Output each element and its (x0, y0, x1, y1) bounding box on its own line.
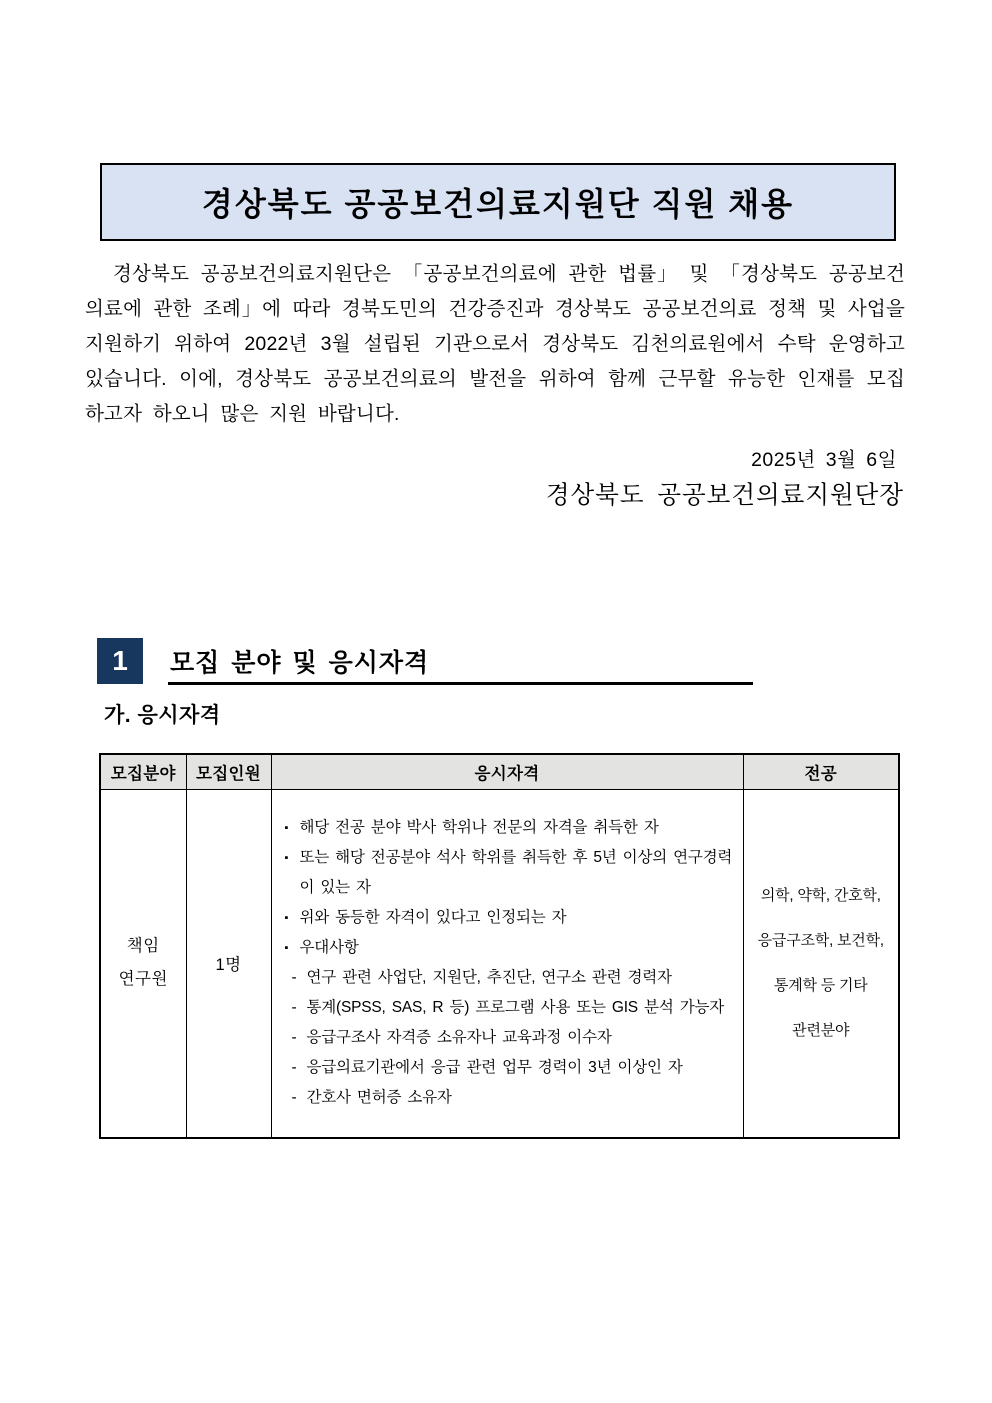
dash-bullet-icon: - (291, 1029, 297, 1047)
qualification-subitem (285, 993, 735, 1023)
table-row (100, 789, 899, 1138)
qualification-subitem (285, 1083, 735, 1113)
qualification-subitem (285, 1053, 735, 1083)
intro-paragraph: 경상북도 공공보건의료지원단은 「공공보건의료에 관한 법률」 및 「경상북도 공공보건의료에 관한 조례」에 따라 경북도민의 건강증진과 경상북도 공공보건의료 정책 및 사업을 지원하기 위하여 2022년 3월 설립된 기관으로서 경상북도 김천의료원에서 수탁 운영하고 있습니다. 이에, 경상북도 공공보건의료의 발전을 위하여 함께 근무할 유능한 인재를 모집하고자 하오니 많은 지원 바랍니다. (85, 263, 905, 425)
dash-bullet-icon: - (291, 999, 297, 1017)
qualification-item (285, 843, 735, 903)
subsection-heading: 가. 응시자격 (104, 704, 221, 727)
square-bullet-icon: ▪ (284, 822, 289, 835)
major-line: 의학, 약학, 간호학, (760, 887, 881, 905)
major-line: 응급구조학, 보건학, (757, 932, 884, 950)
cell-recruit-field (100, 789, 186, 1138)
qualification-text: 통계(SPSS, SAS, R 등) 프로그램 사용 또는 GIS 분석 가능자 (306, 999, 725, 1017)
col-header-field: 모집분야 (100, 754, 186, 789)
qualification-text: 연구 관련 사업단, 지원단, 추진단, 연구소 관련 경력자 (306, 969, 672, 987)
date-line: 2025년 3월 6일 (751, 449, 897, 471)
qualification-text: 응급구조사 자격증 소유자나 교육과정 이수자 (306, 1029, 612, 1047)
qualification-item (285, 903, 735, 933)
table-header-row (100, 754, 899, 789)
signer-line: 경상북도 공공보건의료지원단장 (545, 482, 904, 509)
qualification-item (285, 933, 735, 963)
major-line: 통계학 등 기타 (773, 977, 868, 995)
section-underline (168, 682, 753, 685)
square-bullet-icon: ▪ (284, 942, 289, 955)
qualification-item (285, 813, 735, 843)
document-title-box (100, 163, 896, 241)
qualification-text: 위와 동등한 자격이 있다고 인정되는 자 (299, 909, 567, 927)
qualification-text: 또는 해당 전공분야 석사 학위를 취득한 후 5년 이상의 연구경력이 있는 자 (299, 849, 733, 897)
qualification-subitem (285, 1023, 735, 1053)
col-header-major: 전공 (743, 754, 899, 789)
field-line: 책임 (126, 937, 160, 956)
dash-bullet-icon: - (291, 969, 297, 987)
qualification-text: 우대사항 (299, 939, 359, 957)
cell-qualifications (271, 789, 743, 1138)
col-header-qualification: 응시자격 (271, 754, 743, 789)
square-bullet-icon: ▪ (284, 912, 289, 925)
square-bullet-icon: ▪ (284, 852, 289, 865)
dash-bullet-icon: - (291, 1089, 297, 1107)
qualification-text: 응급의료기관에서 응급 관련 업무 경력이 3년 이상인 자 (306, 1059, 683, 1077)
section-title: 모집 분야 및 응시자격 (170, 649, 430, 677)
qualification-text: 해당 전공 분야 박사 학위나 전문의 자격을 취득한 자 (299, 819, 659, 837)
recruitment-table (99, 753, 900, 1139)
field-line: 연구원 (118, 970, 168, 989)
major-line: 관련분야 (792, 1022, 850, 1040)
cell-major (743, 789, 899, 1138)
document-title: 경상북도 공공보건의료지원단 직원 채용 (201, 186, 795, 222)
col-header-count: 모집인원 (186, 754, 271, 789)
qualification-text: 간호사 면허증 소유자 (306, 1089, 452, 1107)
dash-bullet-icon: - (291, 1059, 297, 1077)
qualification-subitem (285, 963, 735, 993)
section-number-badge: 1 (97, 638, 143, 684)
cell-recruit-count: 1명 (186, 789, 271, 1138)
